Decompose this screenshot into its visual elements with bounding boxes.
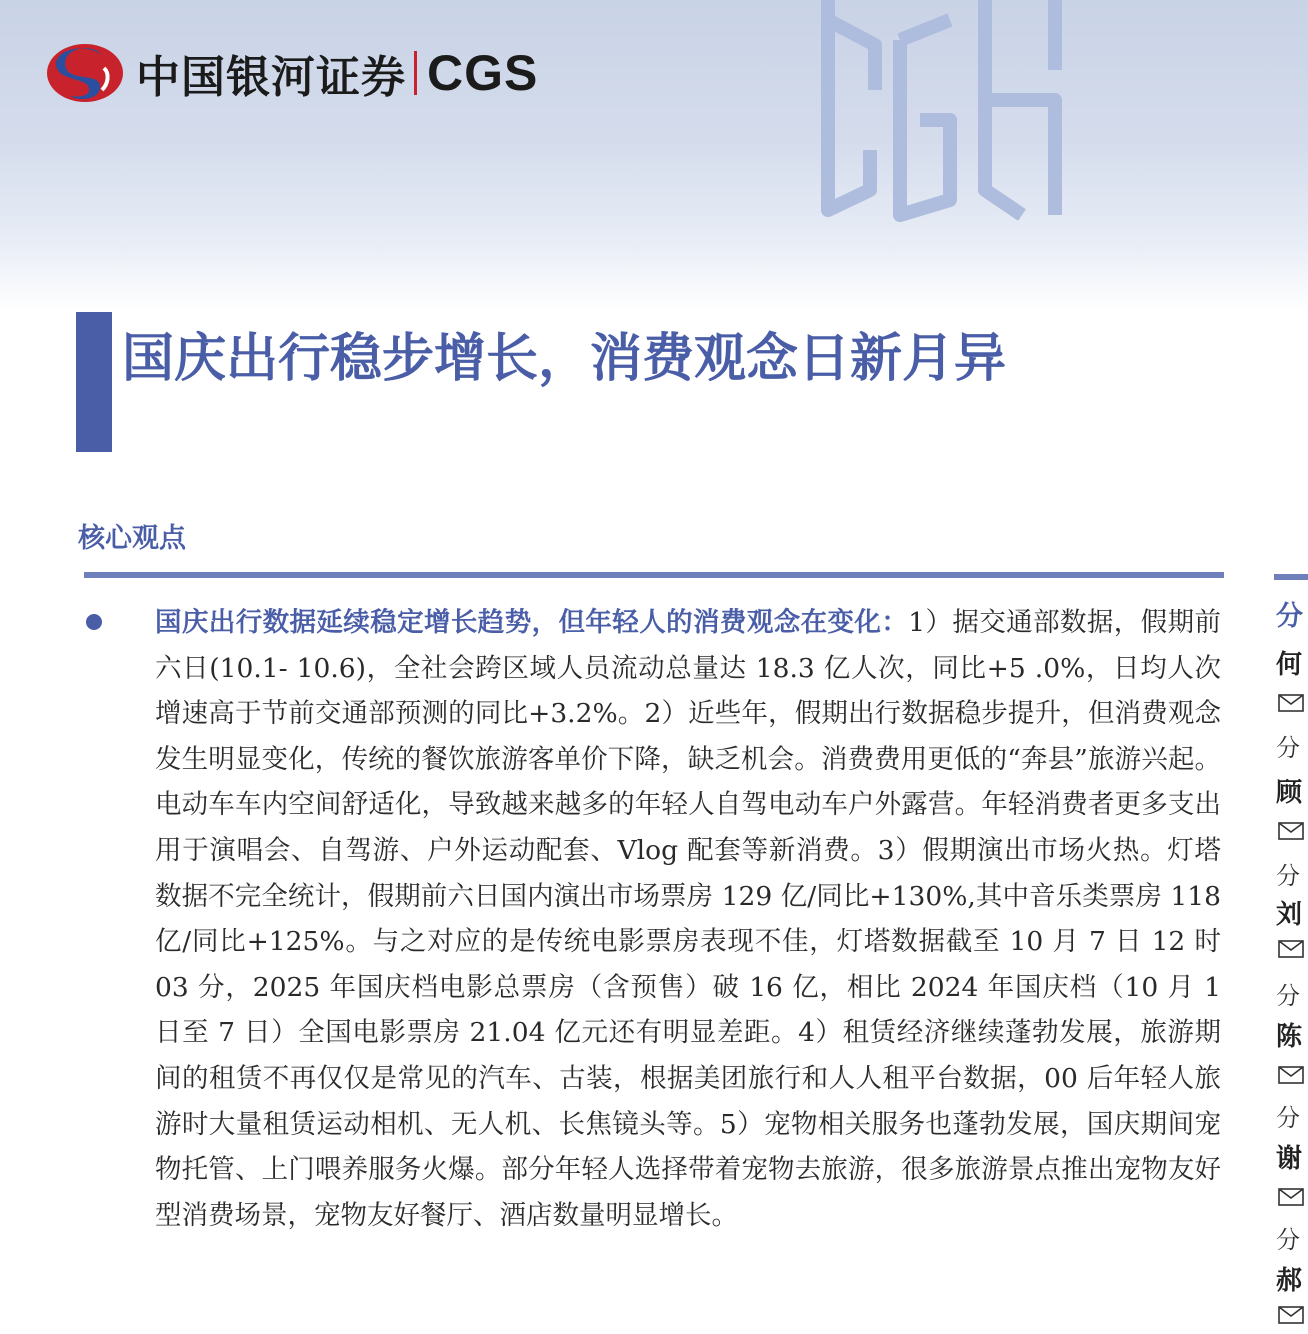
envelope-icon[interactable] xyxy=(1278,822,1304,840)
analyst-role: 分 xyxy=(1276,982,1300,1010)
analyst-role: 分 xyxy=(1276,862,1300,890)
analyst-name: 顾 xyxy=(1276,778,1303,808)
company-name-en: CGS xyxy=(427,45,539,101)
paragraph-lead: 国庆出行数据延续稳定增长趋势，但年轻人的消费观念在变化： xyxy=(155,607,909,638)
analyst-sidebar xyxy=(1274,0,1308,1334)
analyst-role: 分 xyxy=(1276,1226,1300,1254)
analyst-name: 何 xyxy=(1276,650,1303,680)
section-divider xyxy=(84,572,1224,578)
core-view-paragraph xyxy=(155,600,1221,1238)
envelope-icon[interactable] xyxy=(1278,1306,1304,1324)
company-name-cn: 中国银河证券 xyxy=(136,52,406,103)
company-logo xyxy=(44,38,538,108)
analyst-role: 分 xyxy=(1276,734,1300,762)
envelope-icon[interactable] xyxy=(1278,1066,1304,1084)
report-title: 国庆出行稳步增长，消费观念日新月异 xyxy=(122,328,1007,389)
sidebar-heading: 分 xyxy=(1276,601,1303,632)
envelope-icon[interactable] xyxy=(1278,1188,1304,1206)
title-accent-bar xyxy=(76,312,112,452)
logo-divider xyxy=(414,51,417,95)
sidebar-divider xyxy=(1274,574,1308,580)
paragraph-body: 1）据交通部数据，假期前六日(10.1- 10.6)，全社会跨区域人员流动总量达 18.3 亿人次，同比+5 .0%，日均人次增速高于节前交通部预测的同比+3.2%。2）近些年，假期出行数据稳步提升，但消费观念发生明显变化，传统的餐饮旅游客单价下降，缺乏机会。消费费用更低的“奔县”旅游兴起。电动车车内空间舒适化，导致越来越多的年轻人自驾电动车户外露营。年轻消费者更多支出用于演唱会、自驾游、户外运动配套、Vlog 配套等新消费。3）假期演出市场火热。灯塔数据不完全统计，假期前六日国内演出市场票房 129 亿/同比+130%,其中音乐类票房 118 亿/同比+125%。与之对应的是传统电影票房表现不佳，灯塔数据截至 10 月 7 日 12 时 03 分，2025 年国庆档电影总票房（含预售）破 16 亿，相比 2024 年国庆档（10 月 1 日至 7 日）全国电影票房 21.04 亿元还有明显差距。4）租赁经济继续蓬勃发展，旅游期间的租赁不再仅仅是常见的汽车、古装，根据美团旅行和人人租平台数据，00 后年轻人旅游时大量租赁运动相机、无人机、长焦镜头等。5）宠物相关服务也蓬勃发展，国庆期间宠物托管、上门喂养服务火爆。部分年轻人选择带着宠物去旅游，很多旅游景点推出宠物友好型消费场景，宠物友好餐厅、酒店数量明显增长。 xyxy=(155,607,1221,1231)
envelope-icon[interactable] xyxy=(1278,694,1304,712)
analyst-name: 谢 xyxy=(1276,1144,1303,1174)
cgs-watermark-graphic xyxy=(800,0,1100,230)
bullet-icon xyxy=(86,614,102,630)
analyst-name: 刘 xyxy=(1276,900,1303,930)
section-heading: 核心观点 xyxy=(78,523,186,554)
envelope-icon[interactable] xyxy=(1278,940,1304,958)
analyst-name: 郝 xyxy=(1276,1266,1303,1296)
analyst-role: 分 xyxy=(1276,1104,1300,1132)
galaxy-logo-icon xyxy=(44,38,126,108)
analyst-name: 陈 xyxy=(1276,1022,1303,1052)
